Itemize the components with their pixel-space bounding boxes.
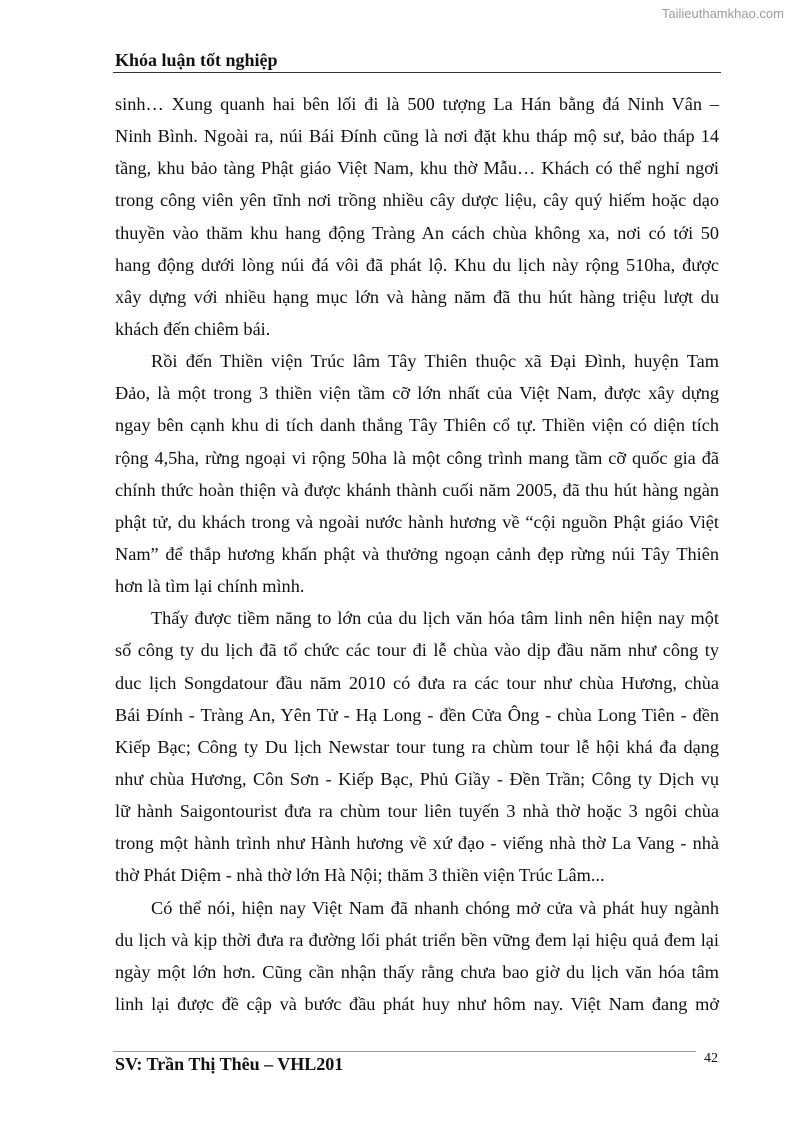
text-line: ngay bên cạnh khu di tích danh thắng Tây Thiên cổ tự. Thiền viện có diện tích	[115, 415, 719, 436]
text-line: Rồi đến Thiền viện Trúc lâm Tây Thiên thuộc xã Đại Đình, huyện Tam	[151, 351, 719, 372]
text-line: Đảo, là một trong 3 thiền viện tầm cỡ lớn nhất của Việt Nam, được xây dựng	[115, 383, 719, 404]
text-line: Thấy được tiềm năng to lớn của du lịch văn hóa tâm linh nên hiện nay một	[151, 608, 719, 629]
text-line: chính thức hoàn thiện và được khánh thành cuối năm 2005, đã thu hút hàng ngàn	[115, 479, 719, 500]
header-divider	[113, 72, 721, 73]
page-header-title: Khóa luận tốt nghiệp	[115, 50, 278, 70]
text-line: rộng 4,5ha, rừng ngoại vi rộng 50ha là một công trình mang tầm cỡ quốc gia đã	[115, 447, 719, 468]
text-line: Ninh Bình. Ngoài ra, núi Bái Đính cũng là nơi đặt khu tháp mộ sư, bảo tháp 14	[115, 126, 719, 147]
text-line: trong một hành trình như Hành hương về xứ đạo - viếng nhà thờ La Vang - nhà	[115, 833, 719, 854]
text-line: khách đến chiêm bái.	[115, 318, 271, 339]
text-line: thờ Phát Diệm - nhà thờ lớn Hà Nội; thăm 3 thiền viện Trúc Lâm...	[115, 865, 605, 886]
text-line: linh lại được đề cập và bước đầu phát huy như hôm nay. Việt Nam đang mở	[115, 993, 719, 1014]
text-line: hơn là tìm lại chính mình.	[115, 576, 305, 597]
text-line: xây dựng với nhiều hạng mục lớn và hàng năm đã thu hút hàng triệu lượt du	[115, 286, 719, 307]
page-number: 42	[704, 1051, 718, 1066]
text-line: Nam” để thắp hương khấn phật và thưởng ngoạn cảnh đẹp rừng núi Tây Thiên	[115, 543, 719, 564]
text-line: du lịch và kịp thời đưa ra đường lối phát triển bền vững đem lại hiệu quả đem lại	[115, 929, 719, 950]
text-line: phật tử, du khách trong và ngoài nước hành hương về “cội nguồn Phật giáo Việt	[115, 511, 719, 532]
footer-divider	[113, 1051, 696, 1052]
body-text	[115, 88, 719, 1020]
text-line: lữ hành Saigontourist đưa ra chùm tour liên tuyến 3 nhà thờ hoặc 3 ngôi chùa	[115, 801, 719, 822]
text-line: trong công viên yên tĩnh nơi trồng nhiều cây dược liệu, cây quý hiếm hoặc dạo	[115, 190, 719, 211]
text-line: thuyền vào thăm khu hang động Tràng An cách chùa không xa, nơi có tới 50	[115, 222, 719, 243]
text-line: Bái Đính - Tràng An, Yên Tử - Hạ Long - đền Cửa Ông - chùa Long Tiên - đền	[115, 704, 719, 725]
watermark: Tailieuthamkhao.com	[661, 6, 784, 21]
text-line: duc lịch Songdatour đầu năm 2010 có đưa ra các tour như chùa Hương, chùa	[115, 672, 719, 693]
footer-author: SV: Trần Thị Thêu – VHL201	[115, 1054, 344, 1074]
text-line: như chùa Hương, Côn Sơn - Kiếp Bạc, Phủ Giầy - Đền Trần; Công ty Dịch vụ	[115, 768, 719, 789]
text-line: sinh… Xung quanh hai bên lối đi là 500 tượng La Hán bằng đá Ninh Vân –	[115, 94, 719, 114]
text-line: Có thể nói, hiện nay Việt Nam đã nhanh chóng mở cửa và phát huy ngành	[151, 897, 719, 918]
text-line: ngày một lớn hơn. Cũng cần nhận thấy rằng chưa bao giờ du lịch văn hóa tâm	[115, 961, 719, 982]
text-line: Kiếp Bạc; Công ty Du lịch Newstar tour tung ra chùm tour lễ hội khá đa dạng	[115, 736, 719, 757]
text-line: tầng, khu bảo tàng Phật giáo Việt Nam, khu thờ Mẫu… Khách có thể nghỉ ngơi	[115, 158, 719, 179]
text-line: hang động dưới lòng núi đá vôi đã phát lộ. Khu du lịch này rộng 510ha, được	[115, 254, 719, 275]
text-line: số công ty du lịch đã tổ chức các tour đi lễ chùa vào dịp đầu năm như công ty	[115, 640, 719, 661]
